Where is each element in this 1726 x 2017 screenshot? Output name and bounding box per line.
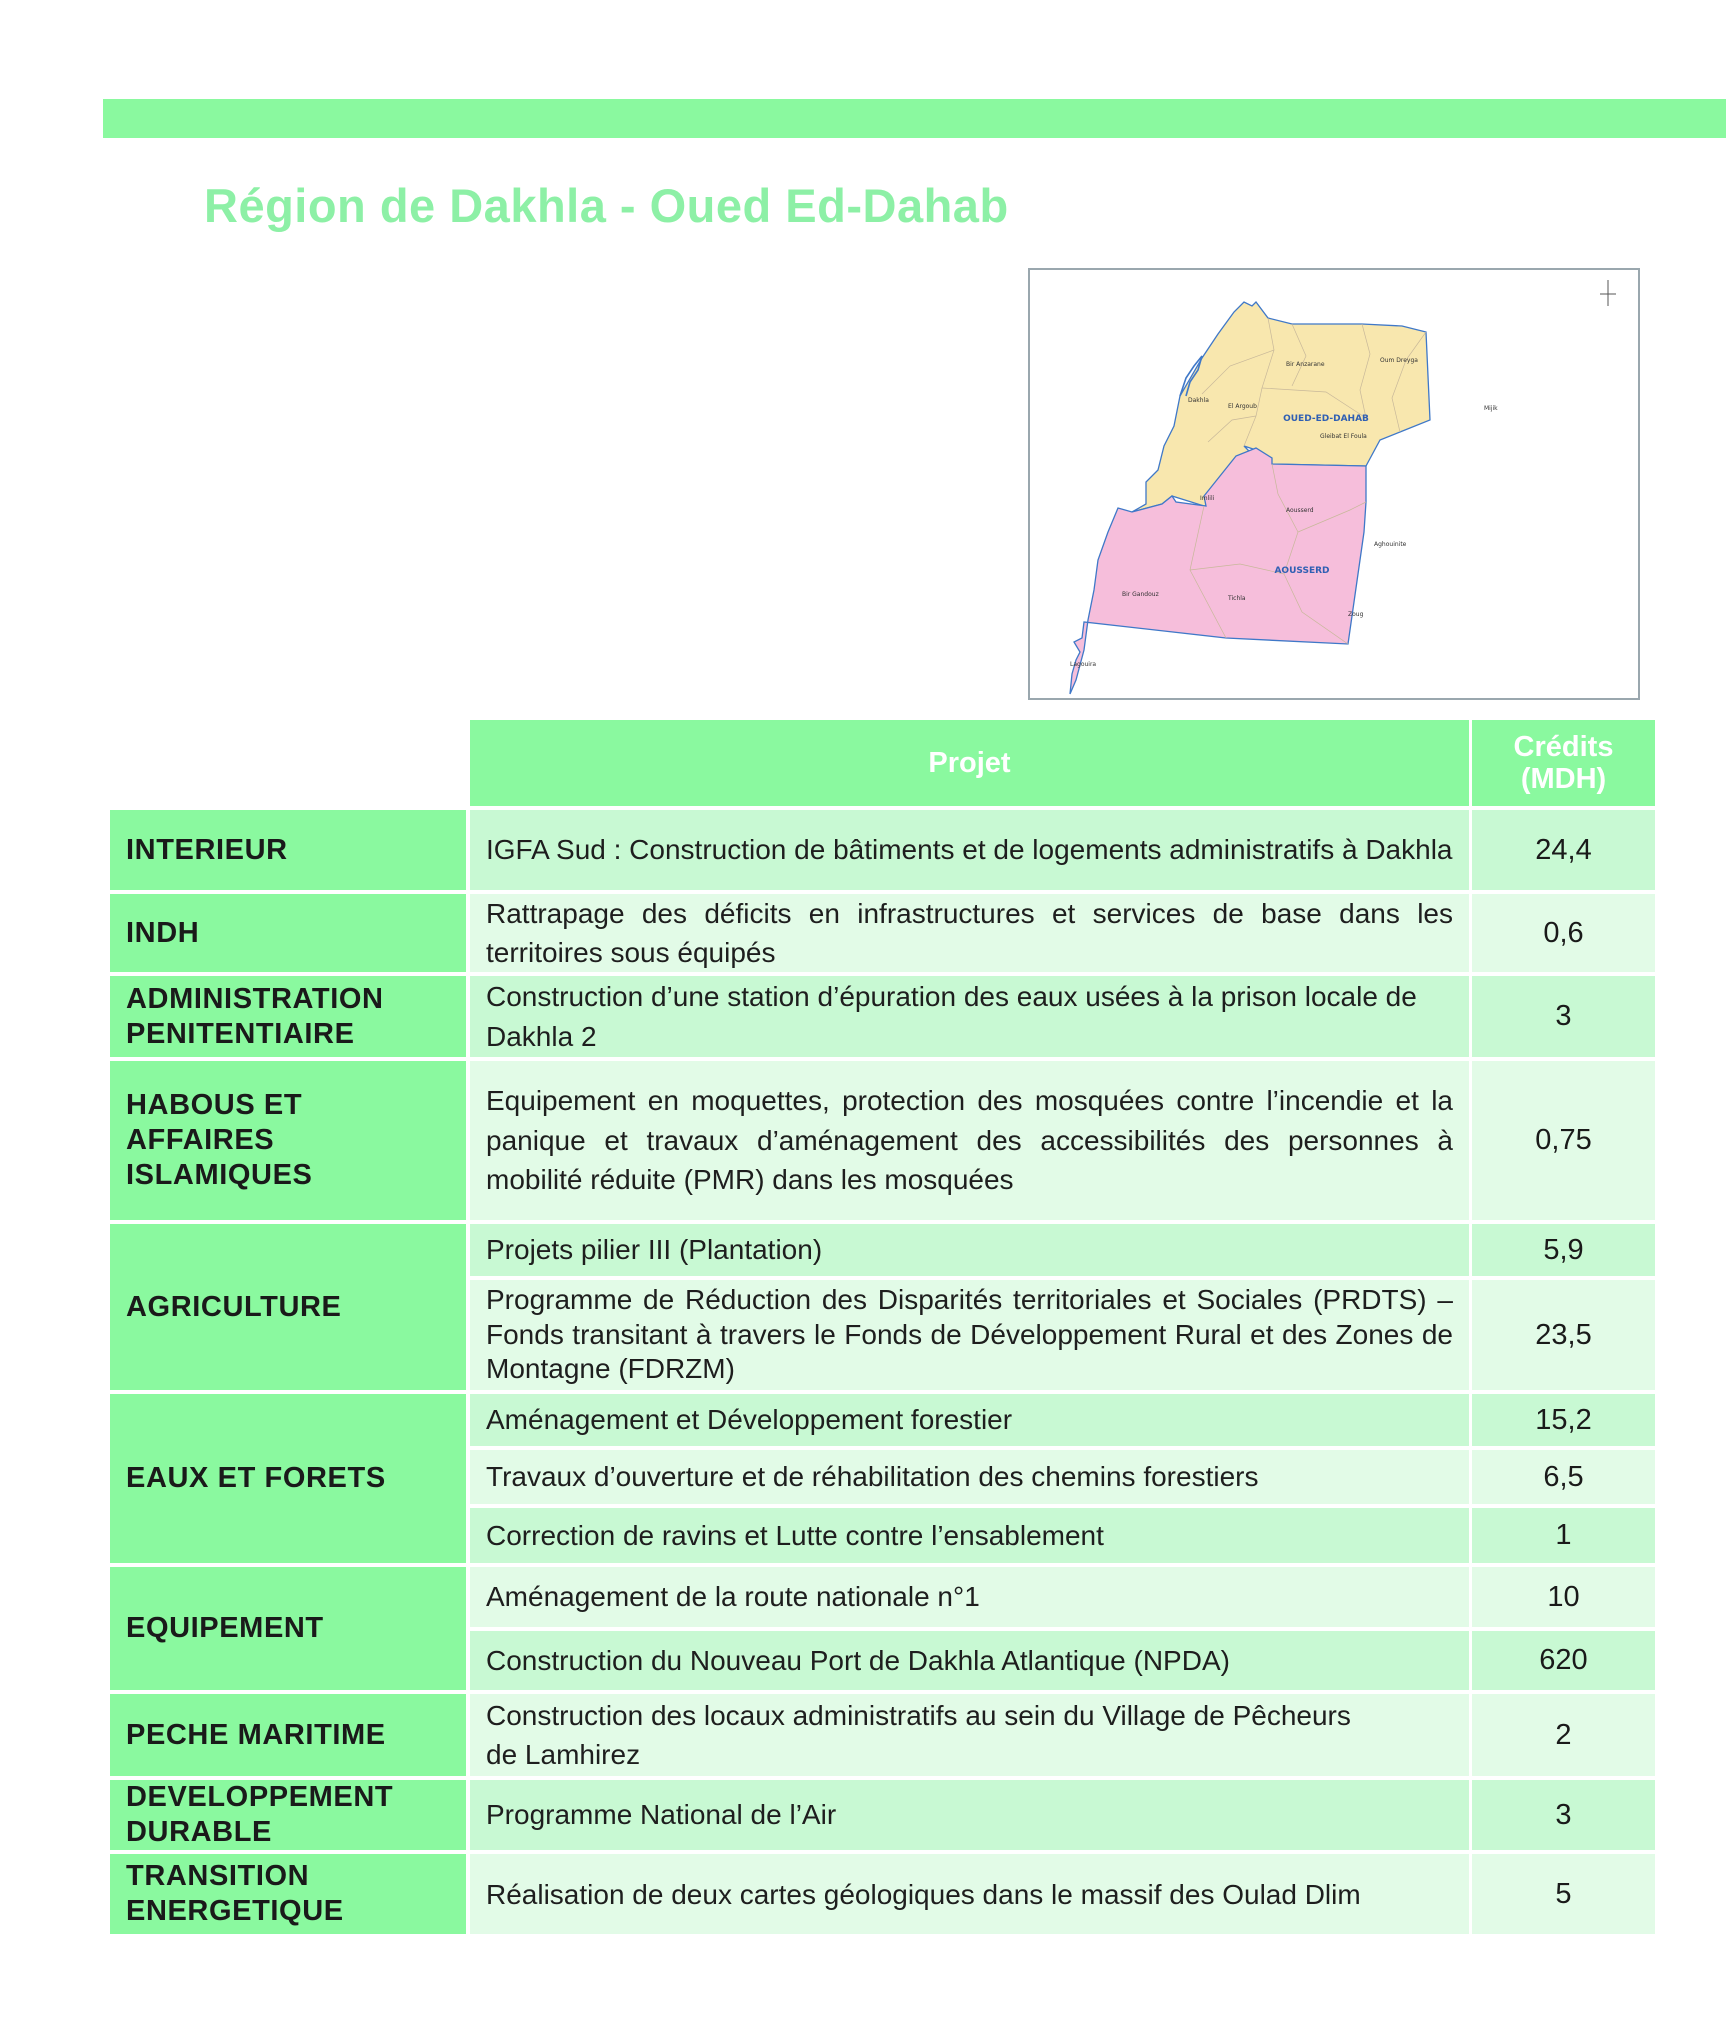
sector-peche-maritime: PECHE MARITIME: [110, 1694, 466, 1776]
table-row-credits: 1: [1472, 1508, 1655, 1563]
project-text: Construction des locaux administratifs au sein du Village de Pêcheurs de Lamhirez: [486, 1699, 1351, 1770]
project-text: Programme de Réduction des Disparités territoriales et Sociales (PRDTS) – Fonds transitant à travers le Fonds de Développement Rural et des Zones de Montagne (FDRZM): [486, 1284, 1453, 1385]
project-text: Correction de ravins et Lutte contre l’ensablement: [486, 1519, 1104, 1551]
header-label: Projet: [928, 746, 1011, 779]
region-map-graphic: [1030, 270, 1638, 698]
table-row-projet: [470, 1450, 1469, 1504]
table-row-credits: 5: [1472, 1854, 1655, 1934]
sector-administration-penitentiaire: [110, 976, 466, 1057]
project-text: Rattrapage des déficits en infrastructures et services de base dans les territoires sous équipés: [486, 897, 1453, 968]
table-row-projet: [470, 1567, 1469, 1627]
header-label: Crédits: [1513, 730, 1614, 763]
project-text: Projets pilier III (Plantation): [486, 1234, 823, 1266]
map-place-label: Imlili: [1200, 495, 1215, 502]
table-row-credits: 5,9: [1472, 1224, 1655, 1276]
project-text: Equipement en moquettes, protection des mosquées contre l’incendie et la panique et travaux d’aménagement des accessibilités des personnes à mobilité réduite (PMR) dans les mosquées: [486, 1085, 1453, 1196]
table-row-projet: [470, 976, 1469, 1057]
table-row-projet: [470, 1061, 1469, 1220]
project-text: IGFA Sud : Construction de bâtiments et de logements administratifs à Dakhla: [486, 834, 1453, 866]
map-place-label: Bir Anzarane: [1286, 361, 1325, 368]
table-row-projet: [470, 894, 1469, 972]
table-row-credits: 3: [1472, 1780, 1655, 1850]
sector-developpement-durable: [110, 1780, 466, 1850]
table-row-credits: 6,5: [1472, 1450, 1655, 1504]
sector-label: ADMINISTRATION PENITENTIAIRE: [126, 982, 384, 1050]
sector-interieur: INTERIEUR: [110, 810, 466, 890]
project-text: Aménagement de la route nationale n°1: [486, 1581, 980, 1613]
table-row-credits: 10: [1472, 1567, 1655, 1627]
sector-equipement: EQUIPEMENT: [110, 1567, 466, 1690]
map-place-label: Bir Gandouz: [1122, 591, 1159, 598]
sector-agriculture: AGRICULTURE: [110, 1224, 466, 1390]
table-row-projet: [470, 1780, 1469, 1850]
map-place-label: El Argoub: [1228, 403, 1257, 410]
table-row-credits: 24,4: [1472, 810, 1655, 890]
project-text: Programme National de l’Air: [486, 1799, 837, 1831]
sector-eaux-forets: EAUX ET FORETS: [110, 1394, 466, 1563]
map-place-label: Tichla: [1228, 595, 1246, 602]
table-row-credits: 3: [1472, 976, 1655, 1057]
page-title: Région de Dakhla - Oued Ed-Dahab: [204, 179, 1009, 232]
map-place-label: Gleibat El Foula: [1320, 433, 1367, 440]
sector-habous: [110, 1061, 466, 1220]
north-arrow-icon: [1600, 280, 1616, 306]
map-place-label: Oum Dreyga: [1380, 357, 1418, 364]
map-place-label: Mijik: [1484, 405, 1498, 412]
map-place-label: Aousserd: [1286, 507, 1314, 514]
table-row-projet: [470, 1394, 1469, 1446]
map-place-label: Zoug: [1348, 611, 1364, 618]
table-row-projet: [470, 1508, 1469, 1563]
table-row-projet: [470, 1280, 1469, 1390]
sector-label: HABOUS ET AFFAIRES ISLAMIQUES: [126, 1089, 313, 1191]
header-band: [103, 99, 1726, 138]
sector-label: DEVELOPPEMENT DURABLE: [126, 1781, 394, 1848]
header-label: (MDH): [1520, 763, 1607, 795]
table-row-projet: [470, 1224, 1469, 1276]
region-map: [1028, 268, 1640, 700]
map-place-label: Dakhla: [1188, 397, 1209, 404]
table-row-credits: 2: [1472, 1694, 1655, 1776]
table-row-projet: [470, 1854, 1469, 1934]
table-row-projet: [470, 810, 1469, 890]
table-row-credits: 15,2: [1472, 1394, 1655, 1446]
project-text: Réalisation de deux cartes géologiques dans le massif des Oulad Dlim: [486, 1878, 1361, 1910]
table-header-credits: [1472, 720, 1655, 806]
sector-indh: INDH: [110, 894, 466, 972]
table-header-projet: [470, 720, 1469, 806]
table-row-projet: [470, 1631, 1469, 1690]
map-place-label: Lagouira: [1070, 661, 1097, 668]
table-row-projet: [470, 1694, 1469, 1776]
table-row-credits: 0,6: [1472, 894, 1655, 972]
table-row-credits: 0,75: [1472, 1061, 1655, 1220]
table-row-credits: 620: [1472, 1631, 1655, 1690]
project-text: Travaux d’ouverture et de réhabilitation des chemins forestiers: [486, 1461, 1259, 1493]
table-row-credits: 23,5: [1472, 1280, 1655, 1390]
map-place-label: Aghouinite: [1374, 541, 1407, 548]
sector-transition-energetique: [110, 1854, 466, 1934]
map-label-aousserd: AOUSSERD: [1274, 566, 1330, 576]
map-label-oued-ed-dahab: OUED-ED-DAHAB: [1283, 414, 1369, 424]
sector-label: TRANSITION ENERGETIQUE: [126, 1860, 344, 1927]
project-text: Construction du Nouveau Port de Dakhla Atlantique (NPDA): [486, 1644, 1230, 1676]
project-text: Construction d’une station d’épuration des eaux usées à la prison locale de Dakhla 2: [486, 981, 1417, 1052]
project-text: Aménagement et Développement forestier: [486, 1404, 1013, 1436]
